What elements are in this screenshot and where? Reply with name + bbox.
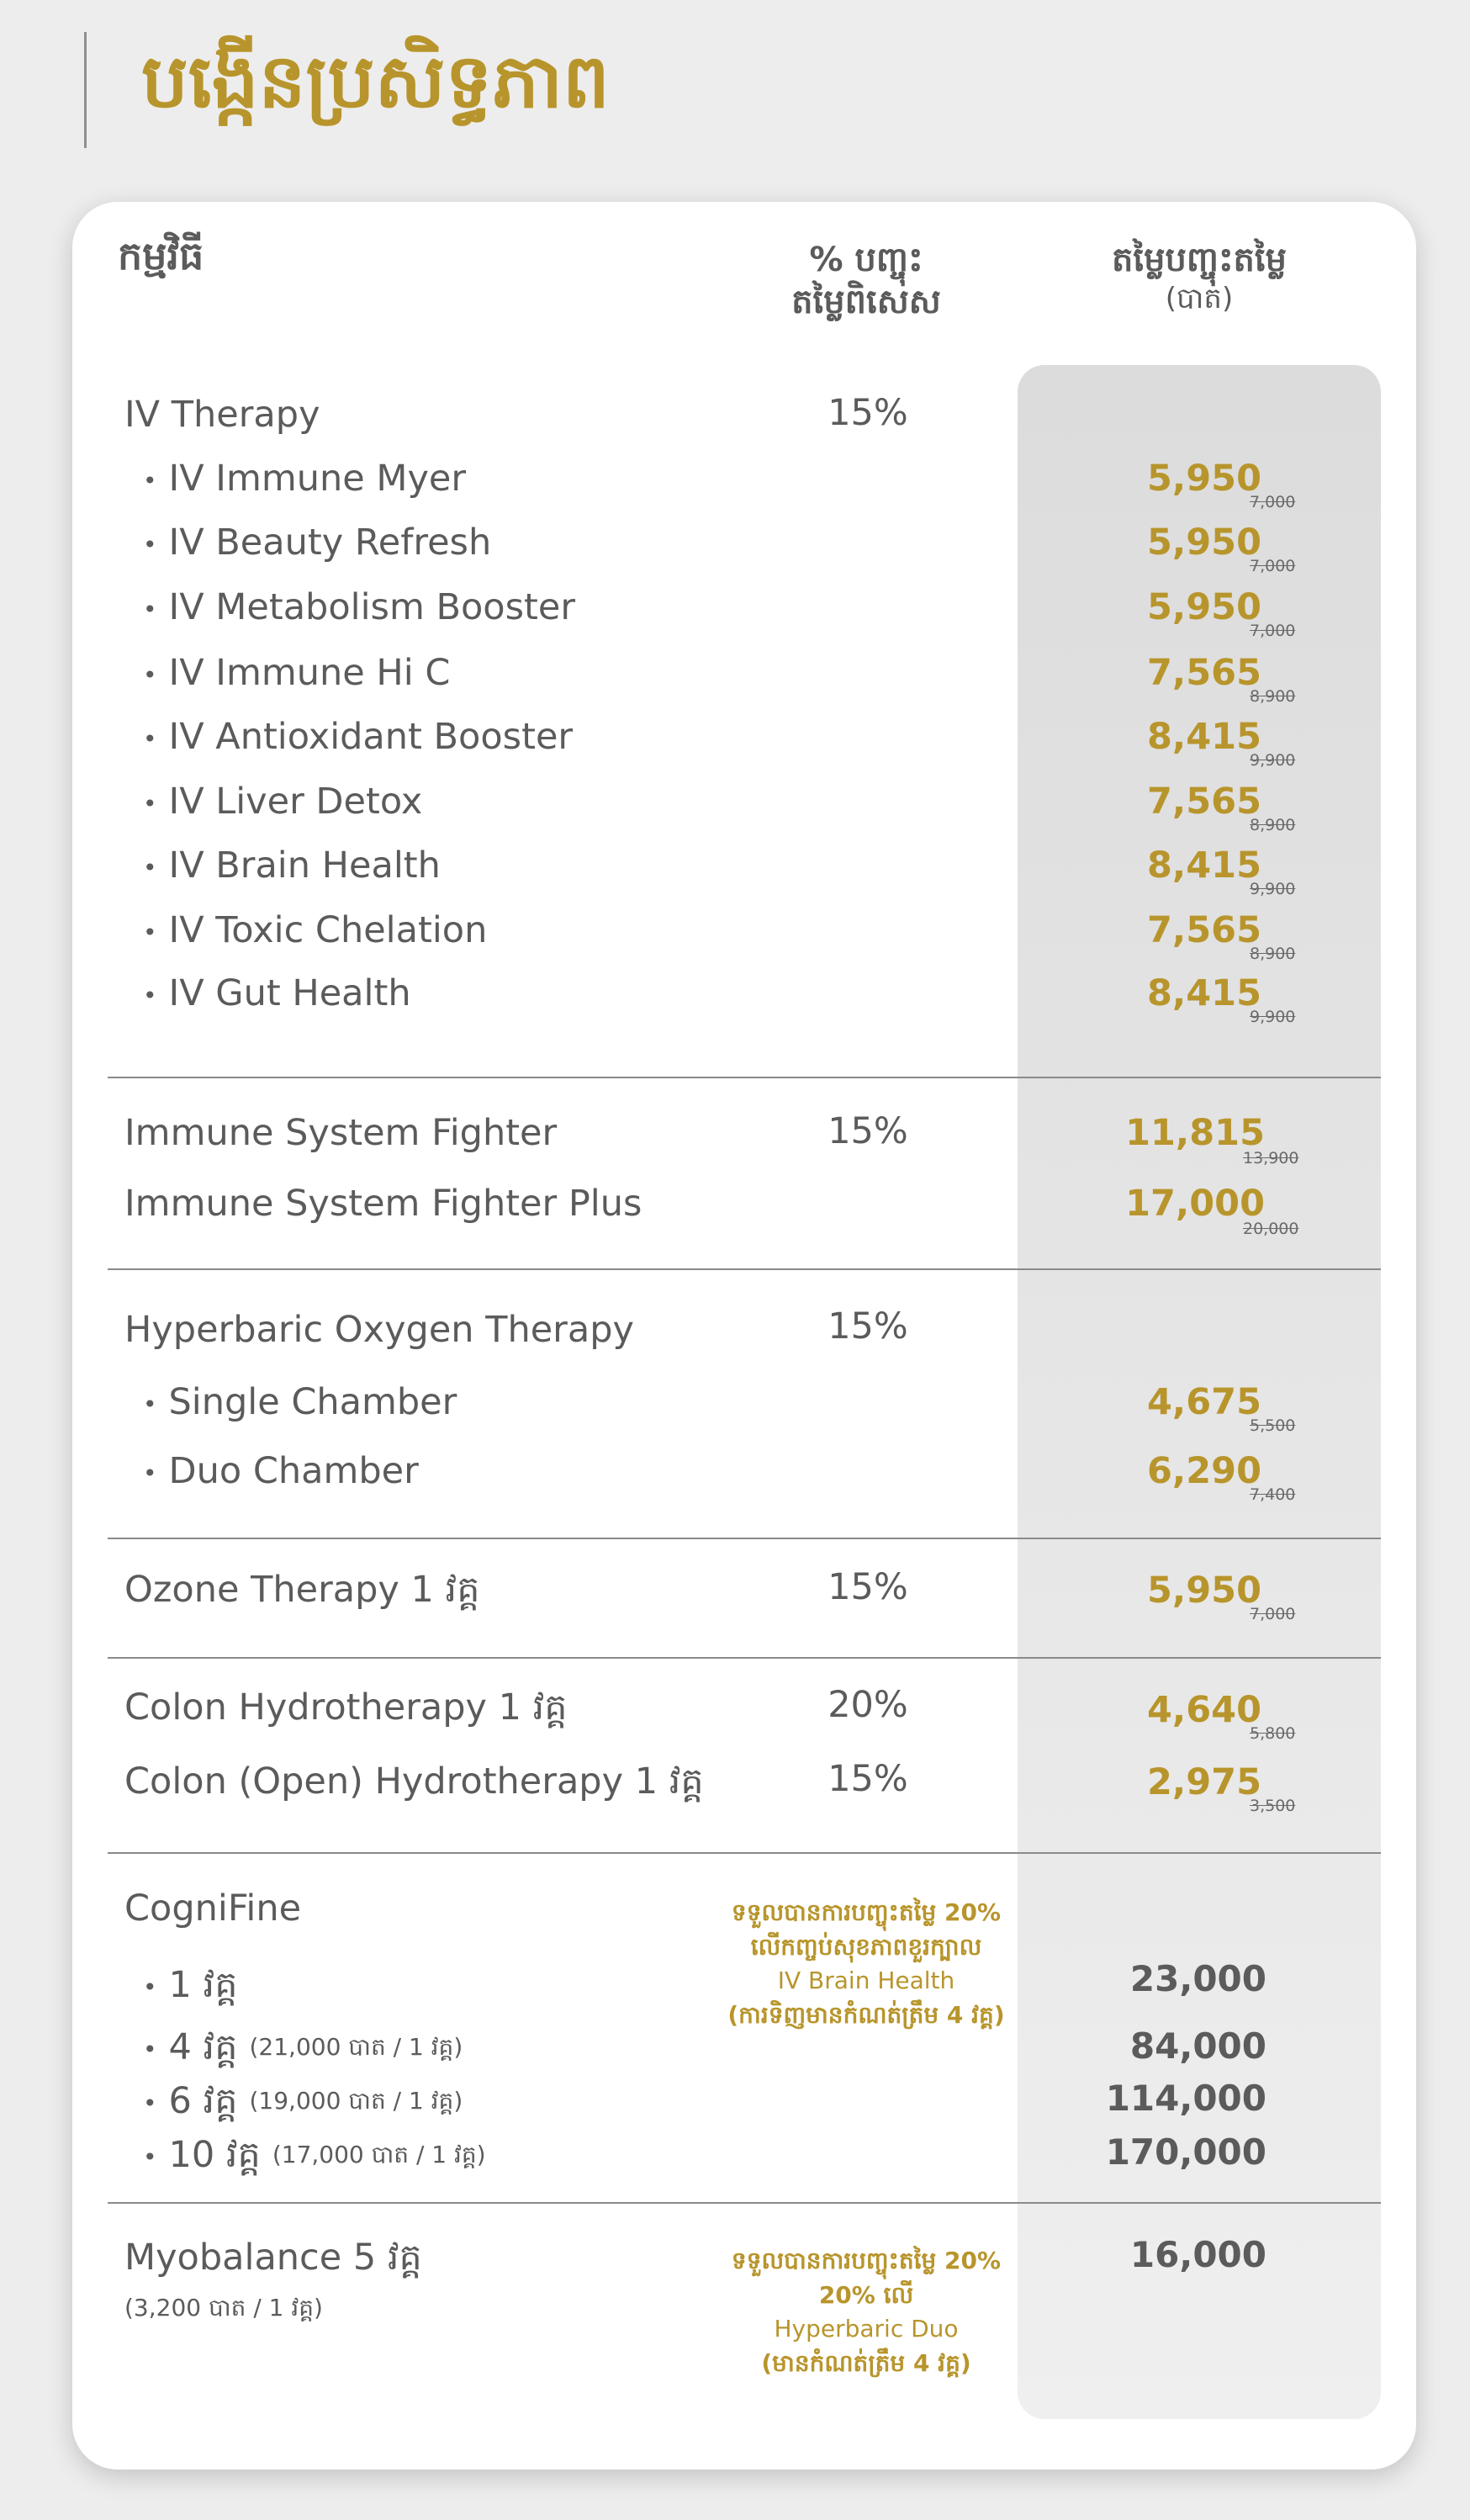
cognifine-package: • 4 វគ្គ (21,000 បាត / 1 វគ្គ)	[143, 2026, 463, 2068]
iv-item-price: 5,950	[1146, 586, 1261, 628]
iv-item-name: • IV Immune Hi C	[143, 652, 451, 694]
iv-item-price: 8,415	[1146, 972, 1261, 1014]
header-discount-line1: % បញ្ចុះ	[809, 241, 923, 279]
colon-item-name: Colon (Open) Hydrotherapy 1 វគ្គ	[124, 1760, 704, 1803]
cognifine-package: • 6 វគ្គ (19,000 បាត / 1 វគ្គ)	[143, 2080, 463, 2122]
ozone-name: Ozone Therapy 1 វគ្គ	[124, 1569, 480, 1611]
header-discount-line2: តម្លៃពិសេស	[791, 283, 941, 321]
myobalance-promo-line3: Hyperbaric Duo	[774, 2315, 959, 2343]
title-accent-bar	[84, 32, 87, 148]
cognifine-package: • 1 វគ្គ	[143, 1964, 238, 2006]
ozone-discount: 15%	[828, 1566, 908, 1608]
iv-item-original-price: 7,000	[1250, 557, 1296, 575]
section-divider	[108, 1077, 1381, 1078]
colon-item-discount: 20%	[828, 1684, 908, 1726]
cognifine-package-price: 170,000	[1105, 2131, 1266, 2173]
colon-item-original-price: 3,500	[1250, 1797, 1296, 1815]
section-divider	[108, 2202, 1381, 2204]
header-discount	[698, 239, 1034, 323]
ozone-original-price: 7,000	[1250, 1605, 1296, 1623]
myobalance-promo-line4: (មានកំណត់ត្រឹម 4 វគ្គ)	[761, 2348, 971, 2377]
iv-item-name: • IV Brain Health	[143, 844, 441, 887]
ozone-price: 5,950	[1146, 1570, 1261, 1612]
colon-item-discount: 15%	[828, 1758, 908, 1800]
iv-item-original-price: 8,900	[1250, 816, 1296, 834]
hyperbaric-item-original-price: 7,400	[1250, 1485, 1296, 1504]
iv-item-price: 7,565	[1146, 781, 1261, 823]
iv-item-original-price: 7,000	[1250, 622, 1296, 640]
immune-item-name: Immune System Fighter Plus	[124, 1183, 642, 1225]
iv-item-original-price: 9,900	[1250, 751, 1296, 770]
cognifine-package-price: 23,000	[1129, 1958, 1266, 1999]
iv-item-price: 7,565	[1146, 909, 1261, 951]
header-program: កម្មវិធី	[118, 233, 204, 278]
iv-item-original-price: 9,900	[1250, 880, 1296, 898]
iv-item-name: • IV Liver Detox	[143, 781, 423, 823]
colon-item-name: Colon Hydrotherapy 1 វគ្គ	[124, 1686, 568, 1729]
colon-item-original-price: 5,800	[1250, 1724, 1296, 1743]
iv-item-original-price: 7,000	[1250, 493, 1296, 511]
iv-item-name: • IV Beauty Refresh	[143, 521, 492, 564]
myobalance-promo-line1: ទទួលបានការបញ្ចុះតម្លៃ 20%	[731, 2247, 1002, 2274]
colon-item-price: 2,975	[1146, 1761, 1261, 1803]
myobalance-promo	[690, 2244, 1043, 2380]
immune-item-name: Immune System Fighter	[124, 1112, 558, 1154]
iv-item-name: • IV Gut Health	[143, 972, 411, 1014]
cognifine-promo-line4: (ការទិញមានកំណត់ត្រឹម 4 វគ្គ)	[727, 2000, 1005, 2029]
iv-item-price: 5,950	[1146, 521, 1261, 564]
hyperbaric-item-price: 6,290	[1146, 1450, 1261, 1492]
iv-item-price: 8,415	[1146, 716, 1261, 758]
page-title: បង្កើនប្រសិទ្ធភាព	[141, 37, 610, 124]
immune-discount: 15%	[828, 1110, 908, 1152]
hyperbaric-item-price: 4,675	[1146, 1381, 1261, 1423]
section-cognifine: CogniFine	[124, 1887, 302, 1930]
iv-item-original-price: 8,900	[1250, 687, 1296, 706]
header-price-line2: (បាត)	[1165, 282, 1234, 315]
section-divider	[108, 1538, 1381, 1539]
section-divider	[108, 1268, 1381, 1270]
myobalance-name: Myobalance 5 វគ្គ	[124, 2237, 422, 2279]
cognifine-package: • 10 វគ្គ (17,000 បាត / 1 វគ្គ)	[143, 2134, 486, 2176]
myobalance-promo-line2: 20% លើ	[818, 2280, 914, 2309]
iv-item-price: 7,565	[1146, 652, 1261, 694]
immune-item-price: 11,815	[1125, 1112, 1265, 1154]
iv-item-price: 8,415	[1146, 844, 1261, 887]
header-price	[1031, 239, 1367, 317]
iv-item-price: 5,950	[1146, 458, 1261, 500]
iv-discount: 15%	[828, 392, 908, 434]
cognifine-package-note: (17,000 បាត / 1 វគ្គ)	[272, 2141, 486, 2168]
iv-item-name: • IV Antioxidant Booster	[143, 716, 574, 758]
hyperbaric-discount: 15%	[828, 1305, 908, 1347]
immune-item-original-price: 20,000	[1243, 1220, 1299, 1238]
colon-item-price: 4,640	[1146, 1689, 1261, 1731]
cognifine-package-note: (19,000 បាត / 1 វគ្គ)	[249, 2087, 463, 2115]
hyperbaric-item-name: • Single Chamber	[143, 1381, 457, 1423]
section-divider	[108, 1852, 1381, 1854]
header-price-line1: តម្លៃបញ្ចុះតម្លៃ	[1111, 241, 1287, 279]
hyperbaric-item-name: • Duo Chamber	[143, 1450, 419, 1492]
cognifine-package-price: 84,000	[1129, 2025, 1266, 2067]
iv-item-original-price: 9,900	[1250, 1008, 1296, 1026]
hyperbaric-item-original-price: 5,500	[1250, 1416, 1296, 1435]
section-hyperbaric: Hyperbaric Oxygen Therapy	[124, 1309, 634, 1351]
iv-item-original-price: 8,900	[1250, 945, 1296, 963]
immune-item-price: 17,000	[1125, 1183, 1265, 1225]
iv-item-name: • IV Toxic Chelation	[143, 909, 488, 951]
cognifine-package-note: (21,000 បាត / 1 វគ្គ)	[249, 2033, 463, 2061]
section-iv-therapy: IV Therapy	[124, 394, 320, 436]
cognifine-promo-line2: លើកញ្ចប់សុខភាពខួរក្បាល	[750, 1932, 982, 1961]
cognifine-promo-line1: ទទួលបានការបញ្ចុះតម្លៃ 20%	[731, 1898, 1002, 1926]
myobalance-note: (3,200 បាត / 1 វគ្គ)	[124, 2294, 323, 2321]
cognifine-package-price: 114,000	[1105, 2078, 1266, 2119]
cognifine-promo-line3: IV Brain Health	[777, 1967, 955, 1995]
iv-item-name: • IV Metabolism Booster	[143, 586, 576, 628]
immune-item-original-price: 13,900	[1243, 1149, 1299, 1167]
myobalance-price: 16,000	[1129, 2234, 1266, 2275]
section-divider	[108, 1657, 1381, 1659]
iv-item-name: • IV Immune Myer	[143, 458, 467, 500]
